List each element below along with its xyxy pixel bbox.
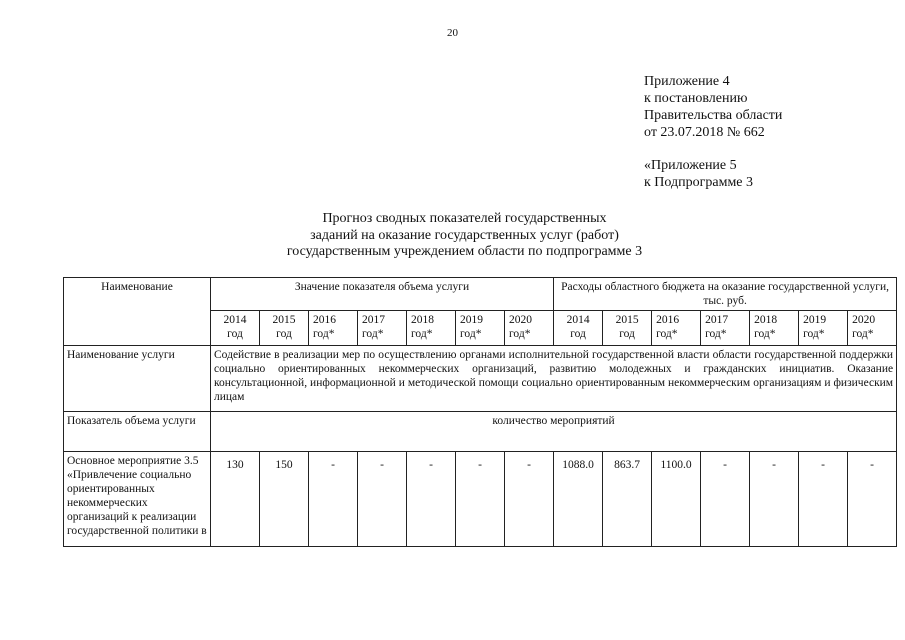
page-number: 20 bbox=[447, 27, 458, 39]
header-volume-group: Значение показателя объема услуги bbox=[211, 278, 554, 311]
year-cell: 2015 год bbox=[603, 311, 652, 346]
budget-cell: 863.7 bbox=[603, 452, 652, 547]
appendix-line: «Приложение 5 bbox=[644, 158, 737, 173]
volume-cell: - bbox=[456, 452, 505, 547]
activity-row bbox=[64, 452, 897, 547]
year-cell: 2020 год* bbox=[848, 311, 897, 346]
budget-cell: - bbox=[750, 452, 799, 547]
title-line: Прогноз сводных показателей государственных bbox=[322, 211, 607, 226]
budget-cell: - bbox=[799, 452, 848, 547]
budget-cell: - bbox=[701, 452, 750, 547]
year-cell: 2018 год* bbox=[407, 311, 456, 346]
appendix-line: к Подпрограмме 3 bbox=[644, 175, 754, 190]
header-name: Наименование bbox=[64, 278, 211, 346]
year-cell: 2014 год bbox=[554, 311, 603, 346]
volume-cell: - bbox=[309, 452, 358, 547]
title-line: заданий на оказание государственных услуг (работ) bbox=[310, 227, 619, 243]
indicator-row bbox=[64, 412, 897, 452]
appendix-line: от 23.07.2018 № 662 bbox=[644, 125, 765, 140]
year-cell: 2019 год* bbox=[456, 311, 505, 346]
service-description: Содействие в реализации мер по осуществлению органами исполнительной государственной власти области государственной поддержки социально ориентированных некоммерческих организаций, развитию молодежных и гражданских инициатив. Оказание консультационной, информационной и методической помощи социально ориентированным некоммерческим организациям и физическим лицам bbox=[211, 346, 897, 412]
appendix-gap bbox=[644, 141, 782, 157]
appendix-line: Приложение 4 bbox=[644, 74, 730, 89]
year-cell: 2014 год bbox=[211, 311, 260, 346]
appendix-line: Правительства области bbox=[644, 108, 783, 123]
header-row bbox=[64, 278, 897, 311]
year-cell: 2015 год bbox=[260, 311, 309, 346]
budget-cell: 1100.0 bbox=[652, 452, 701, 547]
service-label: Наименование услуги bbox=[64, 346, 211, 412]
year-cell: 2016 год* bbox=[652, 311, 701, 346]
budget-cell: 1088.0 bbox=[554, 452, 603, 547]
document-title bbox=[0, 211, 905, 261]
indicator-label: Показатель объема услуги bbox=[64, 412, 211, 452]
indicator-unit: количество мероприятий bbox=[211, 412, 897, 452]
appendix-block bbox=[644, 73, 782, 191]
year-cell: 2018 год* bbox=[750, 311, 799, 346]
year-cell: 2017 год* bbox=[358, 311, 407, 346]
volume-cell: 130 bbox=[211, 452, 260, 547]
volume-cell: - bbox=[505, 452, 554, 547]
header-budget-group: Расходы областного бюджета на оказание государственной услуги, тыс. руб. bbox=[554, 278, 897, 311]
volume-cell: - bbox=[407, 452, 456, 547]
title-line: государственным учреждением области по подпрограмме 3 bbox=[286, 244, 643, 259]
year-cell: 2020 год* bbox=[505, 311, 554, 346]
budget-table bbox=[63, 277, 897, 547]
service-row bbox=[64, 346, 897, 412]
year-cell: 2019 год* bbox=[799, 311, 848, 346]
activity-label: Основное мероприятие 3.5 «Привлечение социально ориентированных некоммерческих организаций к реализации государственной политики в bbox=[64, 452, 211, 547]
appendix-line: к постановлению bbox=[644, 91, 748, 106]
volume-cell: 150 bbox=[260, 452, 309, 547]
year-cell: 2017 год* bbox=[701, 311, 750, 346]
budget-cell: - bbox=[848, 452, 897, 547]
year-cell: 2016 год* bbox=[309, 311, 358, 346]
volume-cell: - bbox=[358, 452, 407, 547]
